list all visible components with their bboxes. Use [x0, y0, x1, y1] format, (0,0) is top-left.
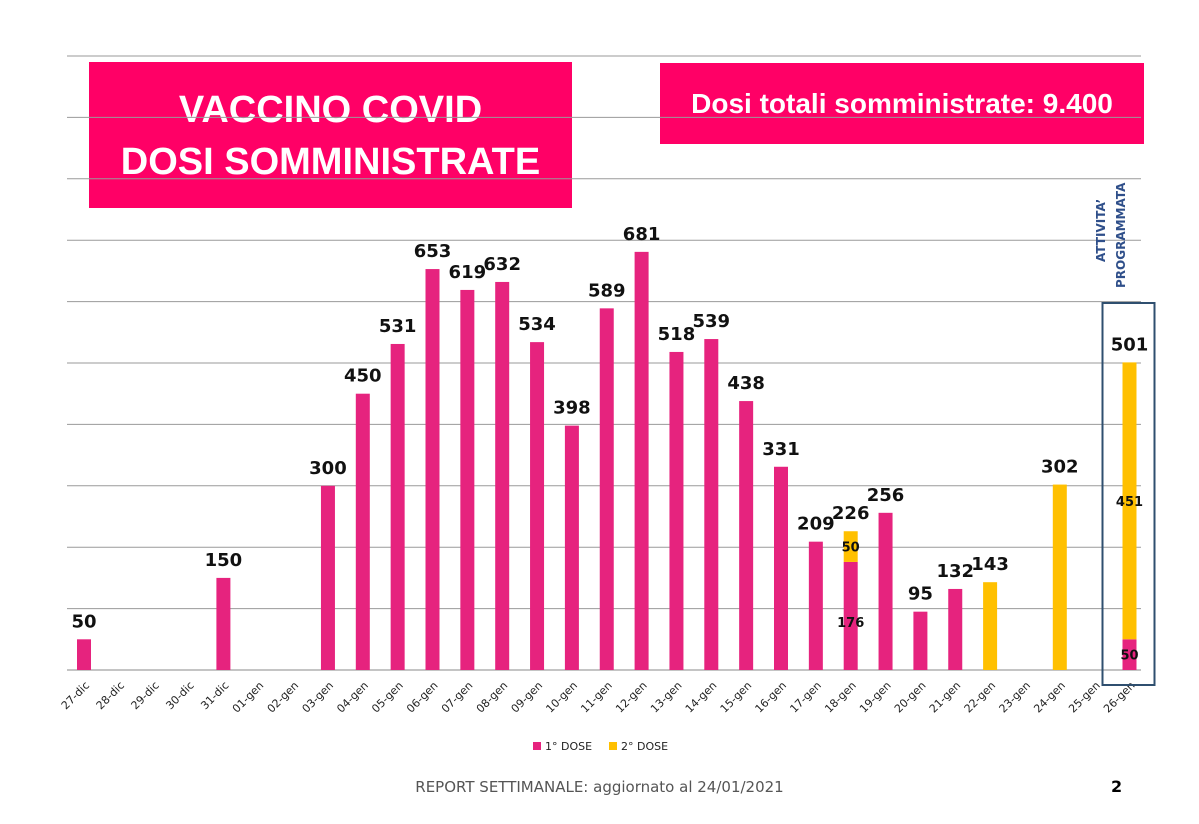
value-label-15-gen: 438 — [727, 373, 765, 395]
scheduled-activity-label-line2: PROGRAMMATA — [1114, 182, 1128, 288]
value-label-26-gen: 501 — [1110, 334, 1149, 356]
bar-first-dose-04-gen — [356, 394, 370, 670]
value-label-03-gen: 300 — [309, 457, 347, 479]
bar-first-dose-06-gen — [426, 269, 440, 670]
x-tick-label-25-gen: 25-gen — [1066, 678, 1103, 716]
page-number: 2 — [1111, 777, 1123, 796]
x-tick-label-07-gen: 07-gen — [438, 678, 476, 716]
x-tick-label-20-gen: 20-gen — [891, 678, 929, 716]
bar-second-dose-22-gen — [983, 582, 997, 670]
value-label-05-gen: 531 — [378, 315, 417, 337]
x-tick-label-04-gen: 04-gen — [334, 678, 371, 716]
bar-first-dose-03-gen — [321, 486, 335, 670]
bar-first-dose-05-gen — [391, 344, 405, 670]
legend — [533, 740, 668, 753]
bar-first-dose-13-gen — [669, 352, 683, 670]
x-tick-label-22-gen: 22-gen — [961, 678, 999, 716]
segment-label-18-gen-second: 50 — [841, 540, 860, 556]
total-doses-banner: Dosi totali somministrate: 9.400 — [660, 63, 1144, 144]
value-label-17-gen: 209 — [797, 513, 835, 535]
bar-second-dose-24-gen — [1053, 485, 1067, 670]
segment-label-26-gen-second: 451 — [1115, 494, 1144, 510]
x-tick-label-30-dic: 30-dic — [163, 678, 197, 713]
x-tick-labels — [59, 679, 1138, 716]
x-tick-label-26-gen: 26-gen — [1101, 678, 1138, 716]
value-label-18-gen: 226 — [831, 503, 870, 525]
legend-label-first-dose: 1° DOSE — [545, 740, 593, 753]
value-label-04-gen: 450 — [344, 365, 382, 387]
x-tick-label-21-gen: 21-gen — [926, 678, 964, 716]
value-label-10-gen: 398 — [553, 397, 591, 419]
value-label-14-gen: 539 — [692, 311, 731, 333]
segment-label-26-gen-first: 50 — [1120, 648, 1139, 664]
value-label-16-gen: 331 — [762, 438, 800, 460]
value-label-11-gen: 589 — [587, 280, 626, 302]
bar-first-dose-21-gen — [948, 589, 962, 670]
bar-first-dose-09-gen — [530, 342, 544, 670]
value-label-07-gen: 619 — [448, 261, 487, 283]
x-tick-label-19-gen: 19-gen — [857, 678, 894, 716]
bar-first-dose-14-gen — [704, 339, 718, 670]
bar-first-dose-16-gen — [774, 467, 788, 670]
segment-label-18-gen-first: 176 — [837, 615, 865, 631]
bar-first-dose-17-gen — [809, 542, 823, 670]
bar-first-dose-07-gen — [460, 290, 474, 670]
value-label-12-gen: 681 — [622, 223, 661, 245]
bar-first-dose-15-gen — [739, 401, 753, 670]
value-label-21-gen: 132 — [936, 560, 975, 582]
x-tick-label-09-gen: 09-gen — [508, 678, 546, 716]
x-tick-label-31-dic: 31-dic — [198, 678, 232, 713]
x-tick-label-01-gen: 01-gen — [229, 678, 267, 716]
title-line-1: VACCINO COVID — [178, 89, 483, 131]
x-tick-label-05-gen: 05-gen — [369, 678, 406, 716]
legend-swatch-first-dose — [533, 742, 541, 750]
x-tick-label-11-gen: 11-gen — [578, 678, 615, 716]
bar-first-dose-31-dic — [216, 578, 230, 670]
bar-first-dose-12-gen — [635, 252, 649, 670]
bar-first-dose-27-dic — [77, 639, 91, 670]
value-label-24-gen: 302 — [1041, 456, 1079, 478]
x-tick-label-13-gen: 13-gen — [648, 678, 685, 716]
bar-first-dose-11-gen — [600, 308, 614, 670]
value-label-09-gen: 534 — [518, 314, 556, 336]
x-tick-label-10-gen: 10-gen — [543, 678, 581, 716]
scheduled-activity-label-line1: ATTIVITA’ — [1094, 198, 1108, 262]
value-label-31-dic: 150 — [204, 549, 243, 571]
x-tick-label-06-gen: 06-gen — [404, 678, 441, 716]
value-label-06-gen: 653 — [413, 241, 452, 263]
x-tick-label-24-gen: 24-gen — [1031, 678, 1068, 716]
value-label-22-gen: 143 — [971, 554, 1009, 576]
x-tick-label-27-dic: 27-dic — [58, 678, 93, 713]
x-tick-label-08-gen: 08-gen — [473, 678, 511, 716]
x-tick-label-03-gen: 03-gen — [299, 678, 337, 716]
value-label-19-gen: 256 — [866, 484, 905, 506]
bar-first-dose-08-gen — [495, 282, 509, 670]
legend-label-second-dose: 2° DOSE — [621, 740, 669, 753]
bar-first-dose-20-gen — [913, 612, 927, 670]
legend-swatch-second-dose — [609, 742, 617, 750]
report-footer: REPORT SETTIMANALE: aggiornato al 24/01/2021 — [415, 778, 784, 796]
value-label-20-gen: 95 — [907, 583, 933, 605]
x-tick-label-18-gen: 18-gen — [822, 678, 859, 716]
bar-first-dose-19-gen — [879, 513, 893, 670]
x-tick-label-12-gen: 12-gen — [613, 678, 650, 716]
x-tick-label-28-dic: 28-dic — [93, 678, 127, 713]
value-label-13-gen: 518 — [657, 323, 696, 345]
value-label-27-dic: 50 — [71, 611, 97, 633]
x-tick-label-17-gen: 17-gen — [787, 678, 824, 716]
x-tick-label-15-gen: 15-gen — [717, 678, 755, 716]
title-line-2: DOSI SOMMINISTRATE — [120, 141, 541, 183]
x-tick-label-16-gen: 16-gen — [752, 678, 790, 716]
x-tick-label-02-gen: 02-gen — [264, 678, 302, 716]
bars — [77, 252, 1137, 670]
bar-first-dose-10-gen — [565, 426, 579, 670]
x-tick-label-23-gen: 23-gen — [996, 678, 1034, 716]
x-tick-label-14-gen: 14-gen — [682, 678, 720, 716]
x-tick-label-29-dic: 29-dic — [128, 678, 162, 713]
value-label-08-gen: 632 — [483, 253, 521, 275]
